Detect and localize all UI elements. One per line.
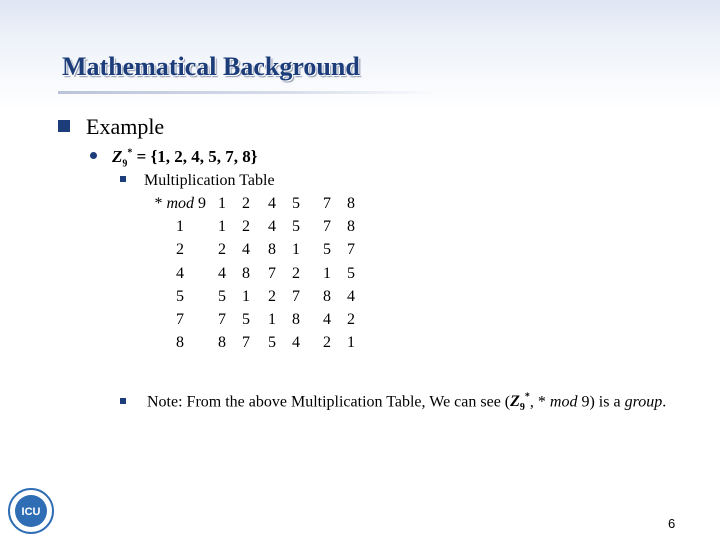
table-column-header: 5 [292, 195, 300, 212]
table-column-header: 1 [218, 195, 226, 212]
table-column-header: 7 [323, 195, 331, 212]
table-cell: 7 [268, 264, 276, 282]
table-column-header: 2 [242, 195, 250, 212]
set-symbol: Z [112, 147, 123, 166]
table-cell: 5 [292, 218, 300, 236]
table-cell: 7 [323, 218, 331, 236]
set-elements: = {1, 2, 4, 5, 7, 8} [132, 147, 258, 166]
note-bullet-icon [120, 394, 126, 412]
table-row-label: 5 [176, 287, 184, 305]
table-row-label: 4 [176, 264, 184, 282]
title-underline [58, 91, 438, 94]
table-cell: 5 [323, 241, 331, 259]
table-cell: 4 [218, 264, 226, 282]
table-label-line [120, 172, 275, 190]
set-definition [90, 147, 257, 169]
table-cell: 2 [268, 287, 276, 305]
table-cell: 8 [323, 287, 331, 305]
table-cell: 5 [268, 334, 276, 352]
page-number: 6 [668, 516, 676, 531]
table-cell: 8 [292, 310, 300, 328]
table-cell: 7 [242, 334, 250, 352]
table-cell: 2 [218, 241, 226, 259]
table-label: Multiplication Table [144, 172, 275, 189]
table-cell: 8 [347, 218, 355, 236]
table-row-label: 8 [176, 334, 184, 352]
table-cell: 1 [242, 287, 250, 305]
square-bullet-icon [58, 120, 70, 132]
small-square-bullet-icon [120, 176, 126, 182]
table-cell: 2 [347, 310, 355, 328]
table-column-header: 8 [347, 195, 355, 212]
table-row-label: 1 [176, 218, 184, 236]
table-cell: 8 [268, 241, 276, 259]
table-cell: 8 [242, 264, 250, 282]
table-cell: 5 [242, 310, 250, 328]
table-cell: 8 [218, 334, 226, 352]
slide-title: Mathematical Background [62, 52, 360, 81]
table-cell: 4 [347, 287, 355, 305]
table-cell: 2 [292, 264, 300, 282]
table-corner-header: * mod 9 [154, 195, 206, 212]
set-superscript: * [127, 147, 133, 159]
table-cell: 4 [323, 310, 331, 328]
table-cell: 7 [347, 241, 355, 259]
table-cell: 1 [323, 264, 331, 282]
table-cell: 4 [268, 218, 276, 236]
bullet-example-label: Example [86, 114, 165, 139]
table-cell: 2 [242, 218, 250, 236]
table-row-label: 7 [176, 310, 184, 328]
dot-bullet-icon [90, 152, 97, 159]
svg-text:ICU: ICU [21, 506, 41, 518]
bullet-example [58, 114, 164, 140]
icu-logo [8, 488, 54, 534]
table-cell: 5 [347, 264, 355, 282]
table-cell: 1 [218, 218, 226, 236]
table-cell: 1 [292, 241, 300, 259]
table-cell: 7 [218, 310, 226, 328]
note-text: Note: From the above Multiplication Table, We can see ($Z_9^*$, * mod 9) is a group. [147, 392, 667, 414]
table-cell: 4 [242, 241, 250, 259]
set-subscript: 9 [122, 158, 128, 170]
table-cell: 7 [292, 287, 300, 305]
table-column-header: 4 [268, 195, 276, 212]
table-cell: 5 [218, 287, 226, 305]
table-cell: 1 [268, 310, 276, 328]
table-row-label: 2 [176, 241, 184, 259]
table-cell: 2 [323, 334, 331, 352]
table-cell: 1 [347, 334, 355, 352]
table-cell: 4 [292, 334, 300, 352]
